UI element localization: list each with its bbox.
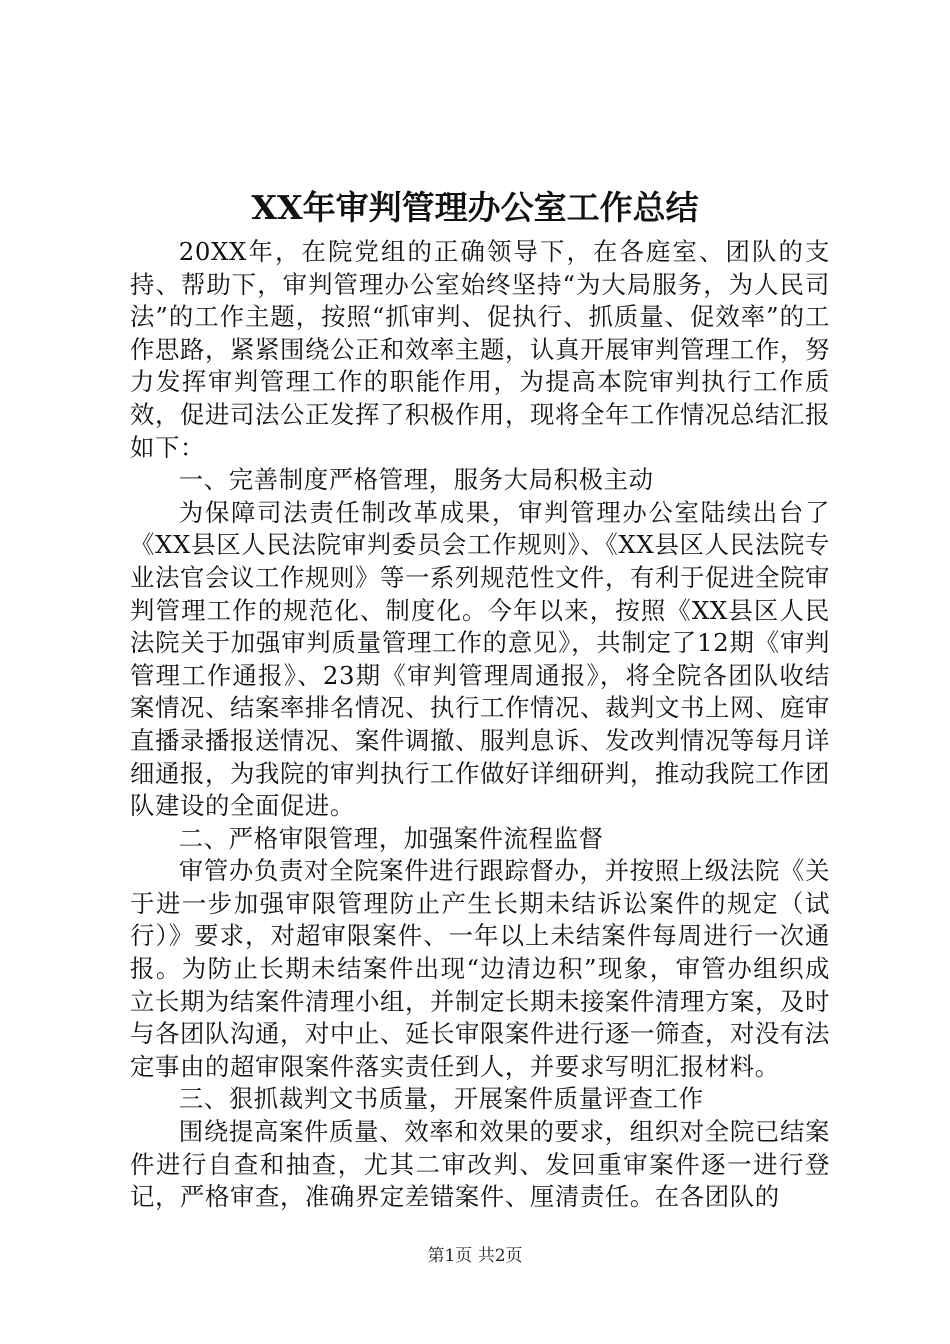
section-heading-1: 一、完善制度严格管理，服务大局积极主动 [178, 465, 654, 495]
page-number-footer: 第1页 共2页 [427, 1246, 523, 1266]
document-body [130, 236, 830, 1214]
document-title: XX年审判管理办公室工作总结 [251, 188, 699, 227]
section-heading-2: 二、严格审限管理，加强案件流程监督 [178, 823, 604, 853]
section-heading-3: 三、狠抓裁判文书质量，开展案件质量评查工作 [178, 1084, 704, 1114]
intro-paragraph: 20XX年，在院党组的正确领导下，在各庭室、团队的支持、帮助下，审判管理办公室始终坚持“为大局服务，为人民司法”的工作主题，按照“抓审判、促执行、抓质量、促效率”的工作思路，紧紧围绕公正和效率主题，认真开展审判管理工作，努力发挥审判管理工作的职能作用，为提高本院审判执行工作质效，促进司法公正发挥了积极作用，现将全年工作情况总结汇报如下： [130, 237, 830, 462]
section-paragraph-3: 围绕提高案件质量、效率和效果的要求，组织对全院已结案件进行自查和抽查，尤其二审改判、发回重审案件逐一进行登记，严格审查，准确界定差错案件、厘清责任。在各团队的 [130, 1117, 830, 1212]
section-paragraph-2: 审管办负责对全院案件进行跟踪督办，并按照上级法院《关于进一步加强审限管理防止产生长期未结诉讼案件的规定（试行）》要求，对超审限案件、一年以上未结案件每周进行一次通报。为防止长期未结案件出现“边清边积”现象，审管办组织成立长期为结案件清理小组，并制定长期未接案件清理方案，及时与各团队沟通，对中止、延长审限案件进行逐一筛查，对没有法定事由的超审限案件落实责任到人，并要求写明汇报材料。 [130, 856, 830, 1081]
section-paragraph-1: 为保障司法责任制改革成果，审判管理办公室陆续出台了《XX县区人民法院审判委员会工作规则》、《XX县区人民法院专业法官会议工作规则》等一系列规范性文件，有利于促进全院审判管理工作的规范化、制度化。今年以来，按照《XX县区人民法院关于加强审判质量管理工作的意见》，共制定了12期《审判管理工作通报》、23期《审判管理周通报》，将全院各团队收结案情况、结案率排名情况、执行工作情况、裁判文书上网、庭审直播录播报送情况、案件调撤、服判息诉、发改判情况等每月详细通报，为我院的审判执行工作做好详细研判，推动我院工作团队建设的全面促进。 [130, 497, 830, 821]
